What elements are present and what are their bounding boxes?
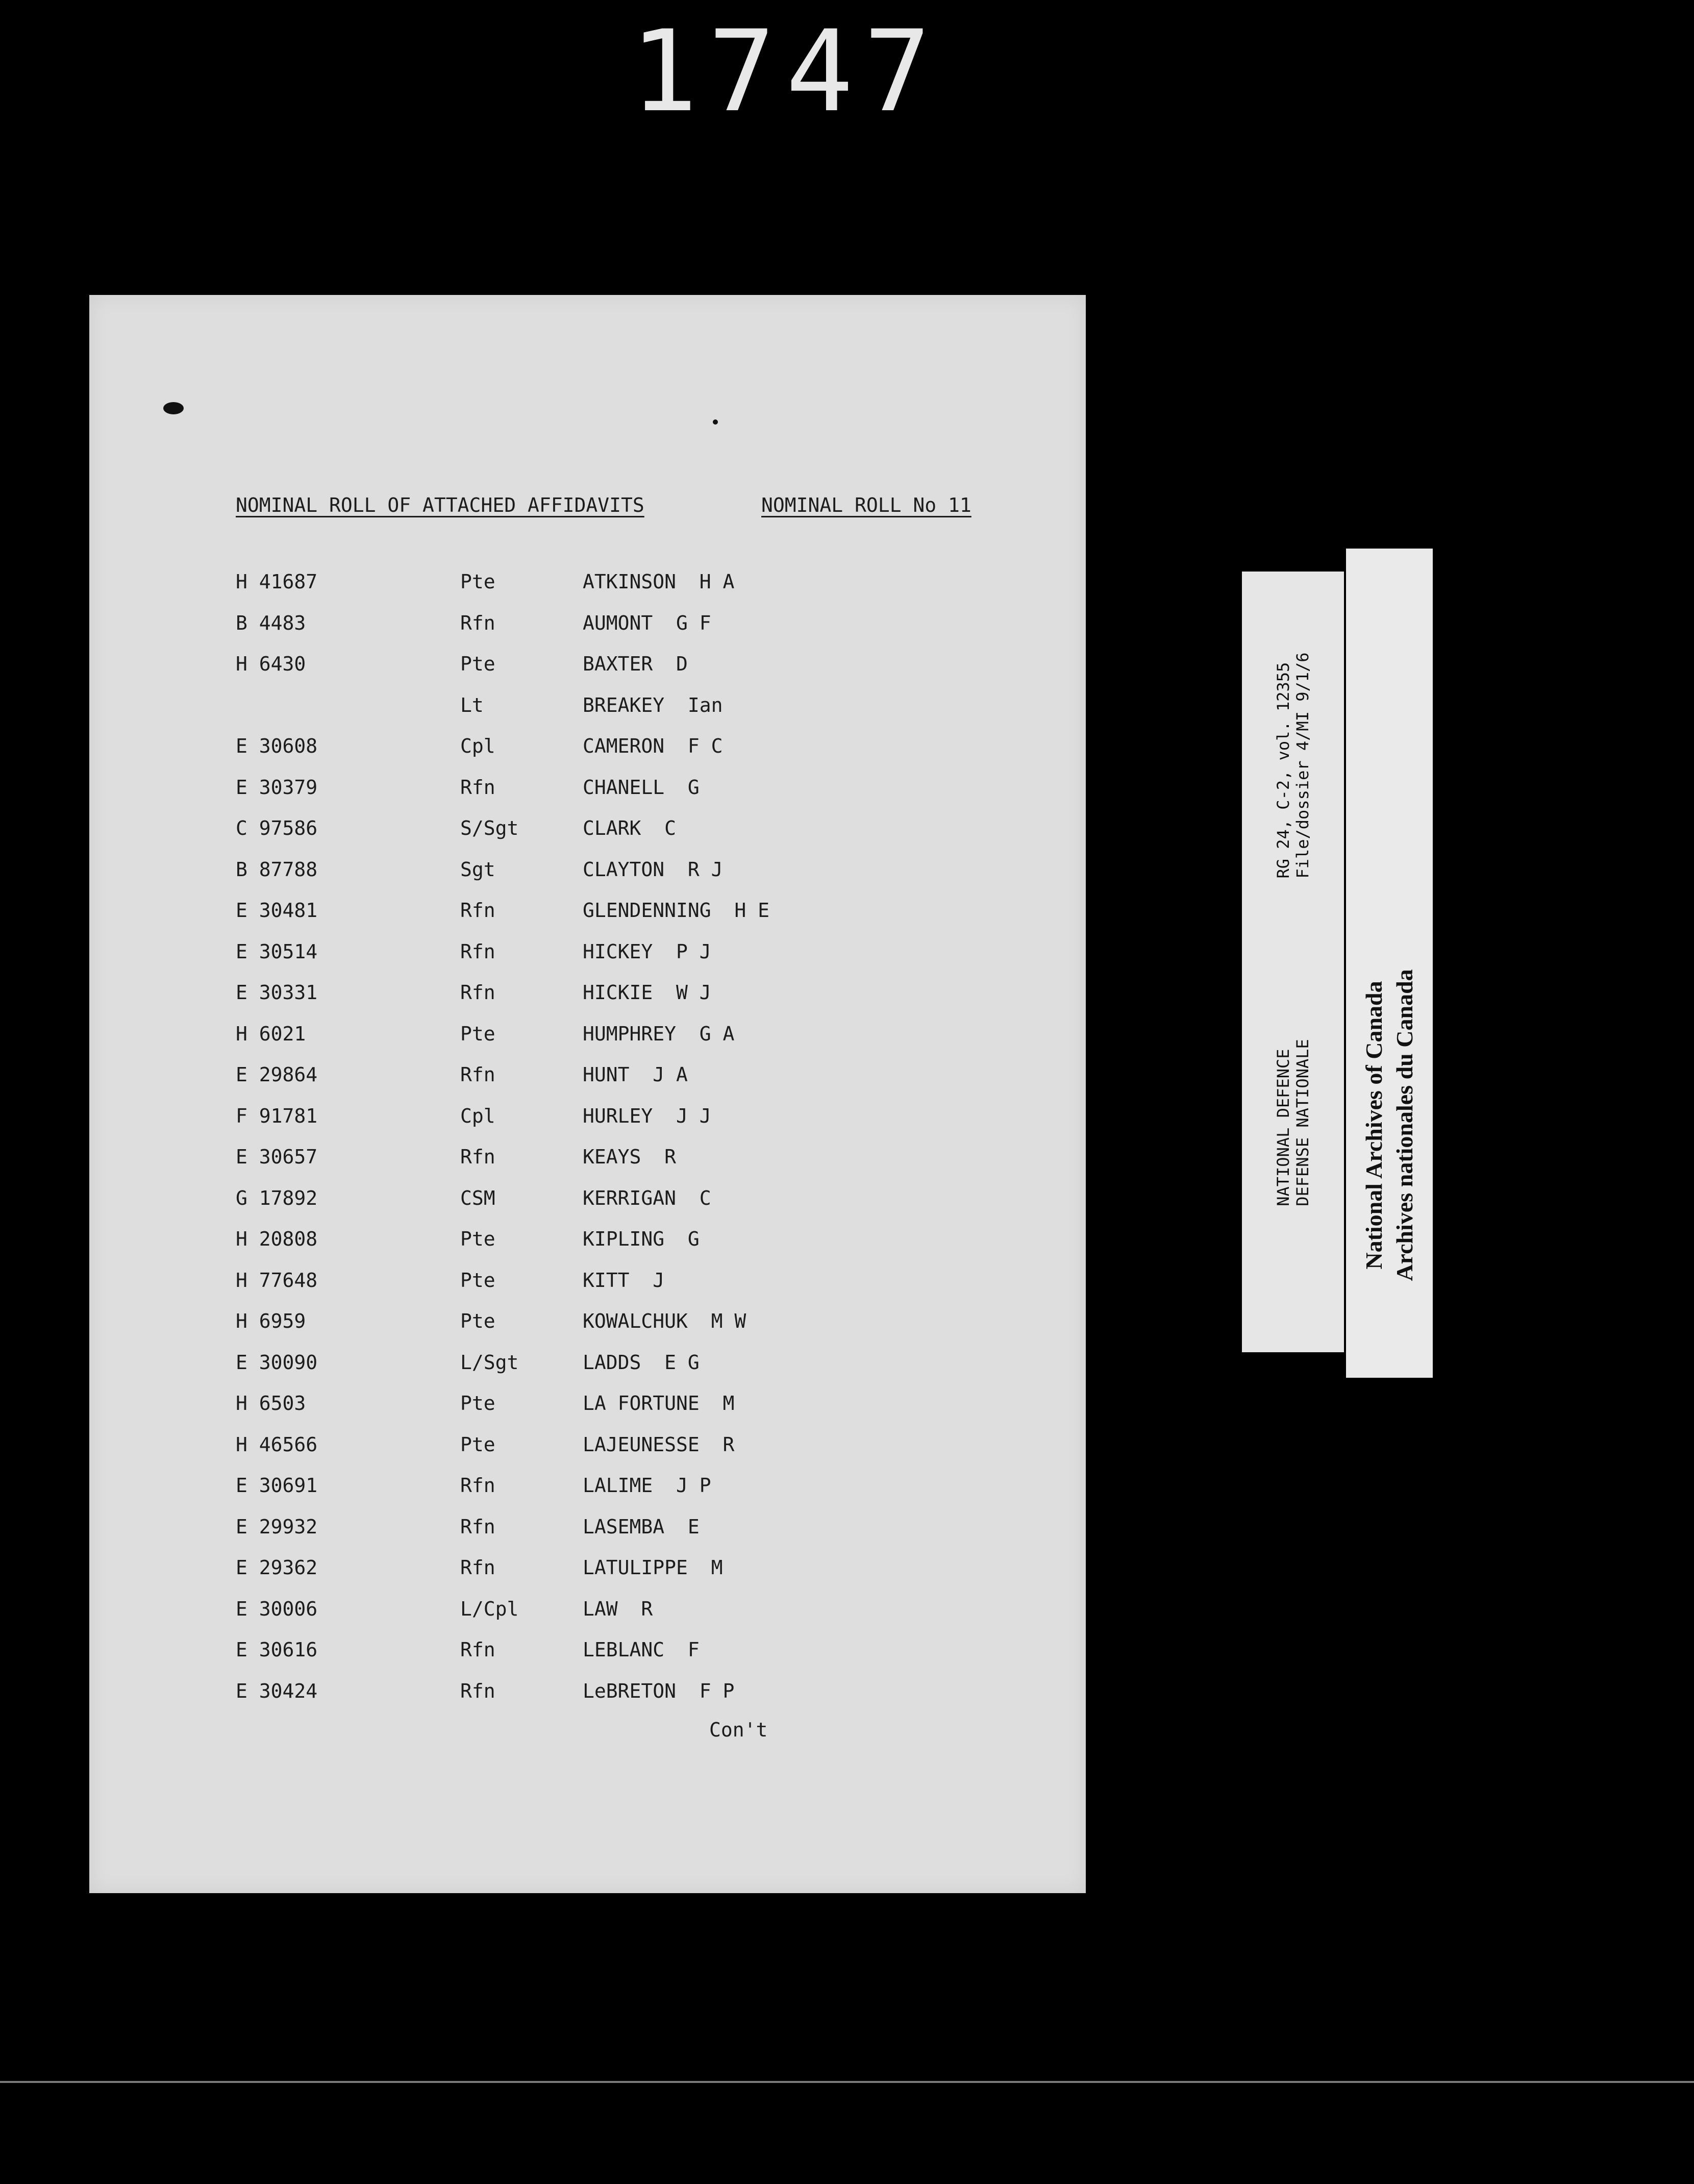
service-number: E 30608 xyxy=(236,735,318,757)
soldier-name: KOWALCHUK M W xyxy=(583,1310,746,1332)
soldier-name: LASEMBA E xyxy=(583,1515,700,1538)
soldier-name: LATULIPPE M xyxy=(583,1556,723,1579)
service-number: E 30657 xyxy=(236,1146,318,1168)
rank: Lt xyxy=(460,693,484,716)
roll-number: NOMINAL ROLL No 11 xyxy=(761,494,971,516)
service-number: B 4483 xyxy=(236,611,306,634)
rank: Pte xyxy=(460,1269,495,1292)
roll-row xyxy=(236,653,1001,694)
rank: L/Cpl xyxy=(460,1597,519,1620)
rank: L/Sgt xyxy=(460,1351,519,1374)
soldier-name: ATKINSON H A xyxy=(583,570,735,593)
service-number: H 46566 xyxy=(236,1433,318,1456)
service-number: E 30331 xyxy=(236,981,318,1004)
soldier-name: KIPLING G xyxy=(583,1228,700,1250)
service-number: H 6430 xyxy=(236,653,306,675)
document-header xyxy=(236,494,1004,525)
roll-row xyxy=(236,694,1001,735)
reference-text xyxy=(1274,652,1312,878)
roll-row xyxy=(236,1023,1001,1064)
document-title: NOMINAL ROLL OF ATTACHED AFFIDAVITS xyxy=(236,494,644,516)
roll-row xyxy=(236,1639,1001,1680)
soldier-name: HICKIE W J xyxy=(583,981,711,1004)
rank: S/Sgt xyxy=(460,817,519,839)
soldier-name: CLARK C xyxy=(583,817,677,839)
soldier-name: LeBRETON F P xyxy=(583,1679,735,1702)
service-number: E 29864 xyxy=(236,1063,318,1086)
roll-row xyxy=(236,1351,1001,1393)
service-number: E 30090 xyxy=(236,1351,318,1374)
service-number: E 30424 xyxy=(236,1679,318,1702)
service-number: G 17892 xyxy=(236,1186,318,1209)
rank: Rfn xyxy=(460,981,495,1004)
rank: Pte xyxy=(460,1022,495,1045)
roll-row xyxy=(236,1105,1001,1146)
reference-line-1: RG 24, C-2, vol. 12355 xyxy=(1274,662,1293,879)
service-number: H 6959 xyxy=(236,1310,306,1332)
service-number: E 30691 xyxy=(236,1474,318,1497)
soldier-name: LAJEUNESSE R xyxy=(583,1433,735,1456)
archives-line-2: Archives nationales du Canada xyxy=(1391,969,1417,1281)
rank: Rfn xyxy=(460,1146,495,1168)
ink-smudge xyxy=(163,402,184,414)
national-archives-label xyxy=(1346,549,1433,1378)
service-number: E 30616 xyxy=(236,1639,318,1661)
rank: CSM xyxy=(460,1186,495,1209)
ink-dot xyxy=(713,419,718,425)
soldier-name: BAXTER D xyxy=(583,653,688,675)
roll-row xyxy=(236,612,1001,653)
rank: Rfn xyxy=(460,776,495,799)
roll-row xyxy=(236,1146,1001,1187)
service-number: E 30481 xyxy=(236,899,318,922)
roll-row xyxy=(236,858,1001,900)
soldier-name: HUMPHREY G A xyxy=(583,1022,735,1045)
soldier-name: HURLEY J J xyxy=(583,1104,711,1127)
roll-row xyxy=(236,735,1001,776)
rank: Rfn xyxy=(460,1063,495,1086)
rank: Rfn xyxy=(460,1639,495,1661)
soldier-name: GLENDENNING H E xyxy=(583,899,770,922)
rank: Rfn xyxy=(460,940,495,963)
roll-row xyxy=(236,899,1001,940)
soldier-name: BREAKEY Ian xyxy=(583,693,723,716)
rank: Cpl xyxy=(460,735,495,757)
roll-row xyxy=(236,981,1001,1023)
service-number: E 29362 xyxy=(236,1556,318,1579)
service-number: H 77648 xyxy=(236,1269,318,1292)
reference-line-2: File/dossier 4/MI 9/1/6 xyxy=(1293,652,1312,879)
soldier-name: CLAYTON R J xyxy=(583,858,723,881)
rank: Rfn xyxy=(460,611,495,634)
department-text xyxy=(1274,1039,1312,1206)
continued-note: Con't xyxy=(709,1719,768,1741)
rank: Pte xyxy=(460,1392,495,1414)
roll-row xyxy=(236,1680,1001,1721)
soldier-name: LEBLANC F xyxy=(583,1639,700,1661)
soldier-name: KEAYS R xyxy=(583,1146,677,1168)
roll-row xyxy=(236,1516,1001,1557)
roll-row xyxy=(236,1228,1001,1269)
soldier-name: CHANELL G xyxy=(583,776,700,799)
rank: Rfn xyxy=(460,1515,495,1538)
rank: Cpl xyxy=(460,1104,495,1127)
roll-row xyxy=(236,1310,1001,1351)
service-number: E 30006 xyxy=(236,1597,318,1620)
roll-row xyxy=(236,1474,1001,1516)
rank: Pte xyxy=(460,1433,495,1456)
soldier-name: LALIME J P xyxy=(583,1474,711,1497)
soldier-name: CAMERON F C xyxy=(583,735,723,757)
rank: Pte xyxy=(460,1310,495,1332)
rank: Rfn xyxy=(460,1474,495,1497)
service-number: H 6503 xyxy=(236,1392,306,1414)
microfilm-frame-number: 1747 xyxy=(630,6,941,137)
roll-row xyxy=(236,1392,1001,1433)
service-number: H 41687 xyxy=(236,570,318,593)
roll-row xyxy=(236,1269,1001,1310)
roll-row xyxy=(236,940,1001,982)
service-number: E 29932 xyxy=(236,1515,318,1538)
soldier-name: AUMONT G F xyxy=(583,611,711,634)
rank: Rfn xyxy=(460,1556,495,1579)
rank: Rfn xyxy=(460,899,495,922)
roll-row xyxy=(236,1598,1001,1639)
roll-row xyxy=(236,1433,1001,1475)
service-number: H 6021 xyxy=(236,1022,306,1045)
rank: Rfn xyxy=(460,1679,495,1702)
document-page xyxy=(89,295,1086,1893)
service-number: F 91781 xyxy=(236,1104,318,1127)
soldier-name: LA FORTUNE M xyxy=(583,1392,735,1414)
rank: Sgt xyxy=(460,858,495,881)
soldier-name: HICKEY P J xyxy=(583,940,711,963)
archives-line-1: National Archives of Canada xyxy=(1361,981,1387,1270)
service-number: E 30379 xyxy=(236,776,318,799)
roll-row xyxy=(236,1556,1001,1598)
soldier-name: HUNT J A xyxy=(583,1063,688,1086)
rank: Pte xyxy=(460,570,495,593)
roll-row xyxy=(236,570,1001,612)
nominal-roll-list xyxy=(236,570,1001,1721)
soldier-name: LAW R xyxy=(583,1597,653,1620)
rank: Pte xyxy=(460,653,495,675)
department-line-1: NATIONAL DEFENCE xyxy=(1274,1049,1293,1206)
service-number: B 87788 xyxy=(236,858,318,881)
defence-reference-label xyxy=(1242,572,1344,1352)
roll-row xyxy=(236,776,1001,817)
soldier-name: KERRIGAN C xyxy=(583,1186,711,1209)
roll-row xyxy=(236,1063,1001,1105)
roll-row xyxy=(236,1187,1001,1228)
rank: Pte xyxy=(460,1228,495,1250)
service-number: E 30514 xyxy=(236,940,318,963)
service-number: H 20808 xyxy=(236,1228,318,1250)
service-number: C 97586 xyxy=(236,817,318,839)
frame-border-line xyxy=(0,2081,1694,2083)
roll-row xyxy=(236,817,1001,858)
soldier-name: LADDS E G xyxy=(583,1351,700,1374)
archives-text xyxy=(1359,969,1420,1281)
department-line-2: DEFENSE NATIONALE xyxy=(1293,1039,1312,1206)
soldier-name: KITT J xyxy=(583,1269,665,1292)
